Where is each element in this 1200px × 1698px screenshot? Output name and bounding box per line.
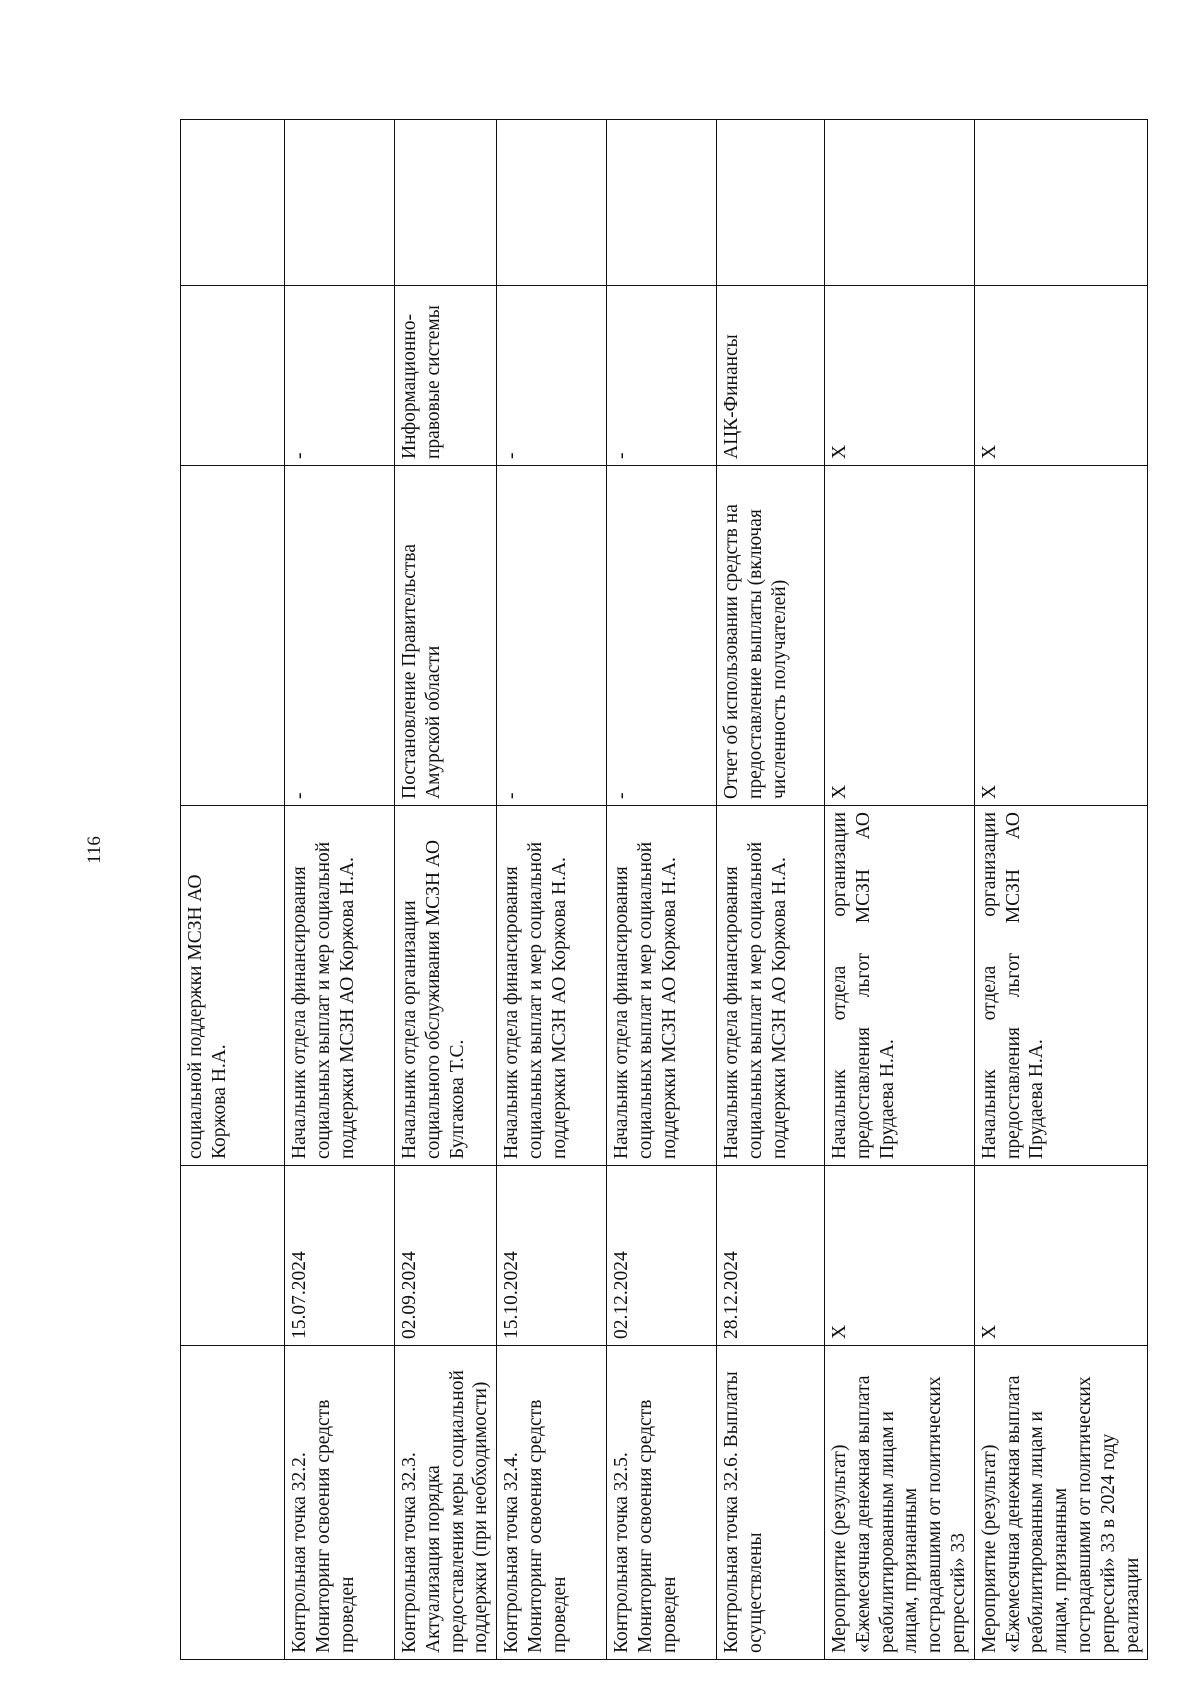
empty-cell: [825, 120, 975, 286]
responsible-cell: Начальник отдела финансирования социальных выплат и мер социальной поддержки МСЗН АО Коржова Н.А.: [717, 806, 825, 1166]
empty-cell: [497, 120, 607, 286]
event-cell: Мероприятие (результат) «Ежемесячная денежная выплата реабилитированным лицам и лицам, признанным пострадавшими от политических репрессий» 33: [825, 1346, 975, 1660]
event-cell: [181, 1346, 285, 1660]
empty-cell: [607, 120, 717, 286]
control-points-table: [180, 119, 1148, 1660]
document-cell: -: [497, 466, 607, 806]
date-cell: X: [825, 1166, 975, 1346]
document-cell: X: [825, 466, 975, 806]
responsible-cell: социальной поддержки МСЗН АО Коржова Н.А.: [181, 806, 285, 1166]
event-cell: Контрольная точка 32.2. Мониторинг освоения средств проведен: [285, 1346, 395, 1660]
date-cell: 15.10.2024: [497, 1166, 607, 1346]
responsible-cell: Начальник отдела финансирования социальных выплат и мер социальной поддержки МСЗН АО Коржова Н.А.: [497, 806, 607, 1166]
system-cell: -: [285, 286, 395, 466]
system-cell: X: [825, 286, 975, 466]
system-cell: X: [974, 286, 1147, 466]
table-row: [181, 120, 285, 1660]
date-cell: 02.12.2024: [607, 1166, 717, 1346]
table-row: [285, 120, 395, 1660]
responsible-cell: Начальник отдела финансирования социальных выплат и мер социальной поддержки МСЗН АО Коржова Н.А.: [285, 806, 395, 1166]
document-cell: [181, 466, 285, 806]
responsible-cell: Начальник отдела организации предоставления льгот МСЗН АО Прудаева Н.А.: [825, 806, 975, 1166]
system-cell: Информационно-правовые системы: [395, 286, 497, 466]
date-cell: 15.07.2024: [285, 1166, 395, 1346]
system-cell: [181, 286, 285, 466]
event-cell: Контрольная точка 32.5. Мониторинг освоения средств проведен: [607, 1346, 717, 1660]
document-cell: X: [974, 466, 1147, 806]
table-row: [825, 120, 975, 1660]
event-cell: Контрольная точка 32.3. Актуализация порядка предоставления меры социальной поддержки (при необходимости): [395, 1346, 497, 1660]
system-cell: АЦК-Финансы: [717, 286, 825, 466]
empty-cell: [974, 120, 1147, 286]
responsible-cell: Начальник отдела организации предоставления льгот МСЗН АО Прудаева Н.А.: [974, 806, 1147, 1166]
event-cell: Мероприятие (результат) «Ежемесячная денежная выплата реабилитированным лицам и лицам, признанным пострадавшими от политических репрессий» 33 в 2024 году реализации: [974, 1346, 1147, 1660]
document-cell: Отчет об использовании средств на предоставление выплаты (включая численность получателей): [717, 466, 825, 806]
table-row: [497, 120, 607, 1660]
date-cell: 28.12.2024: [717, 1166, 825, 1346]
empty-cell: [717, 120, 825, 286]
table-row: [395, 120, 497, 1660]
system-cell: -: [607, 286, 717, 466]
empty-cell: [285, 120, 395, 286]
responsible-cell: Начальник отдела организации социального обслуживания МСЗН АО Булгакова Т.С.: [395, 806, 497, 1166]
event-cell: Контрольная точка 32.4. Мониторинг освоения средств проведен: [497, 1346, 607, 1660]
empty-cell: [395, 120, 497, 286]
date-cell: [181, 1166, 285, 1346]
table-row: [974, 120, 1147, 1660]
document-cell: -: [607, 466, 717, 806]
page-number: 116: [84, 836, 105, 864]
table-row: [717, 120, 825, 1660]
document-cell: Постановление Правительства Амурской области: [395, 466, 497, 806]
event-cell: Контрольная точка 32.6. Выплаты осуществлены: [717, 1346, 825, 1660]
rotated-table-wrapper: [180, 120, 1143, 1660]
date-cell: 02.09.2024: [395, 1166, 497, 1346]
responsible-cell: Начальник отдела финансирования социальных выплат и мер социальной поддержки МСЗН АО Коржова Н.А.: [607, 806, 717, 1166]
empty-cell: [181, 120, 285, 286]
document-cell: -: [285, 466, 395, 806]
table-row: [607, 120, 717, 1660]
date-cell: X: [974, 1166, 1147, 1346]
system-cell: -: [497, 286, 607, 466]
